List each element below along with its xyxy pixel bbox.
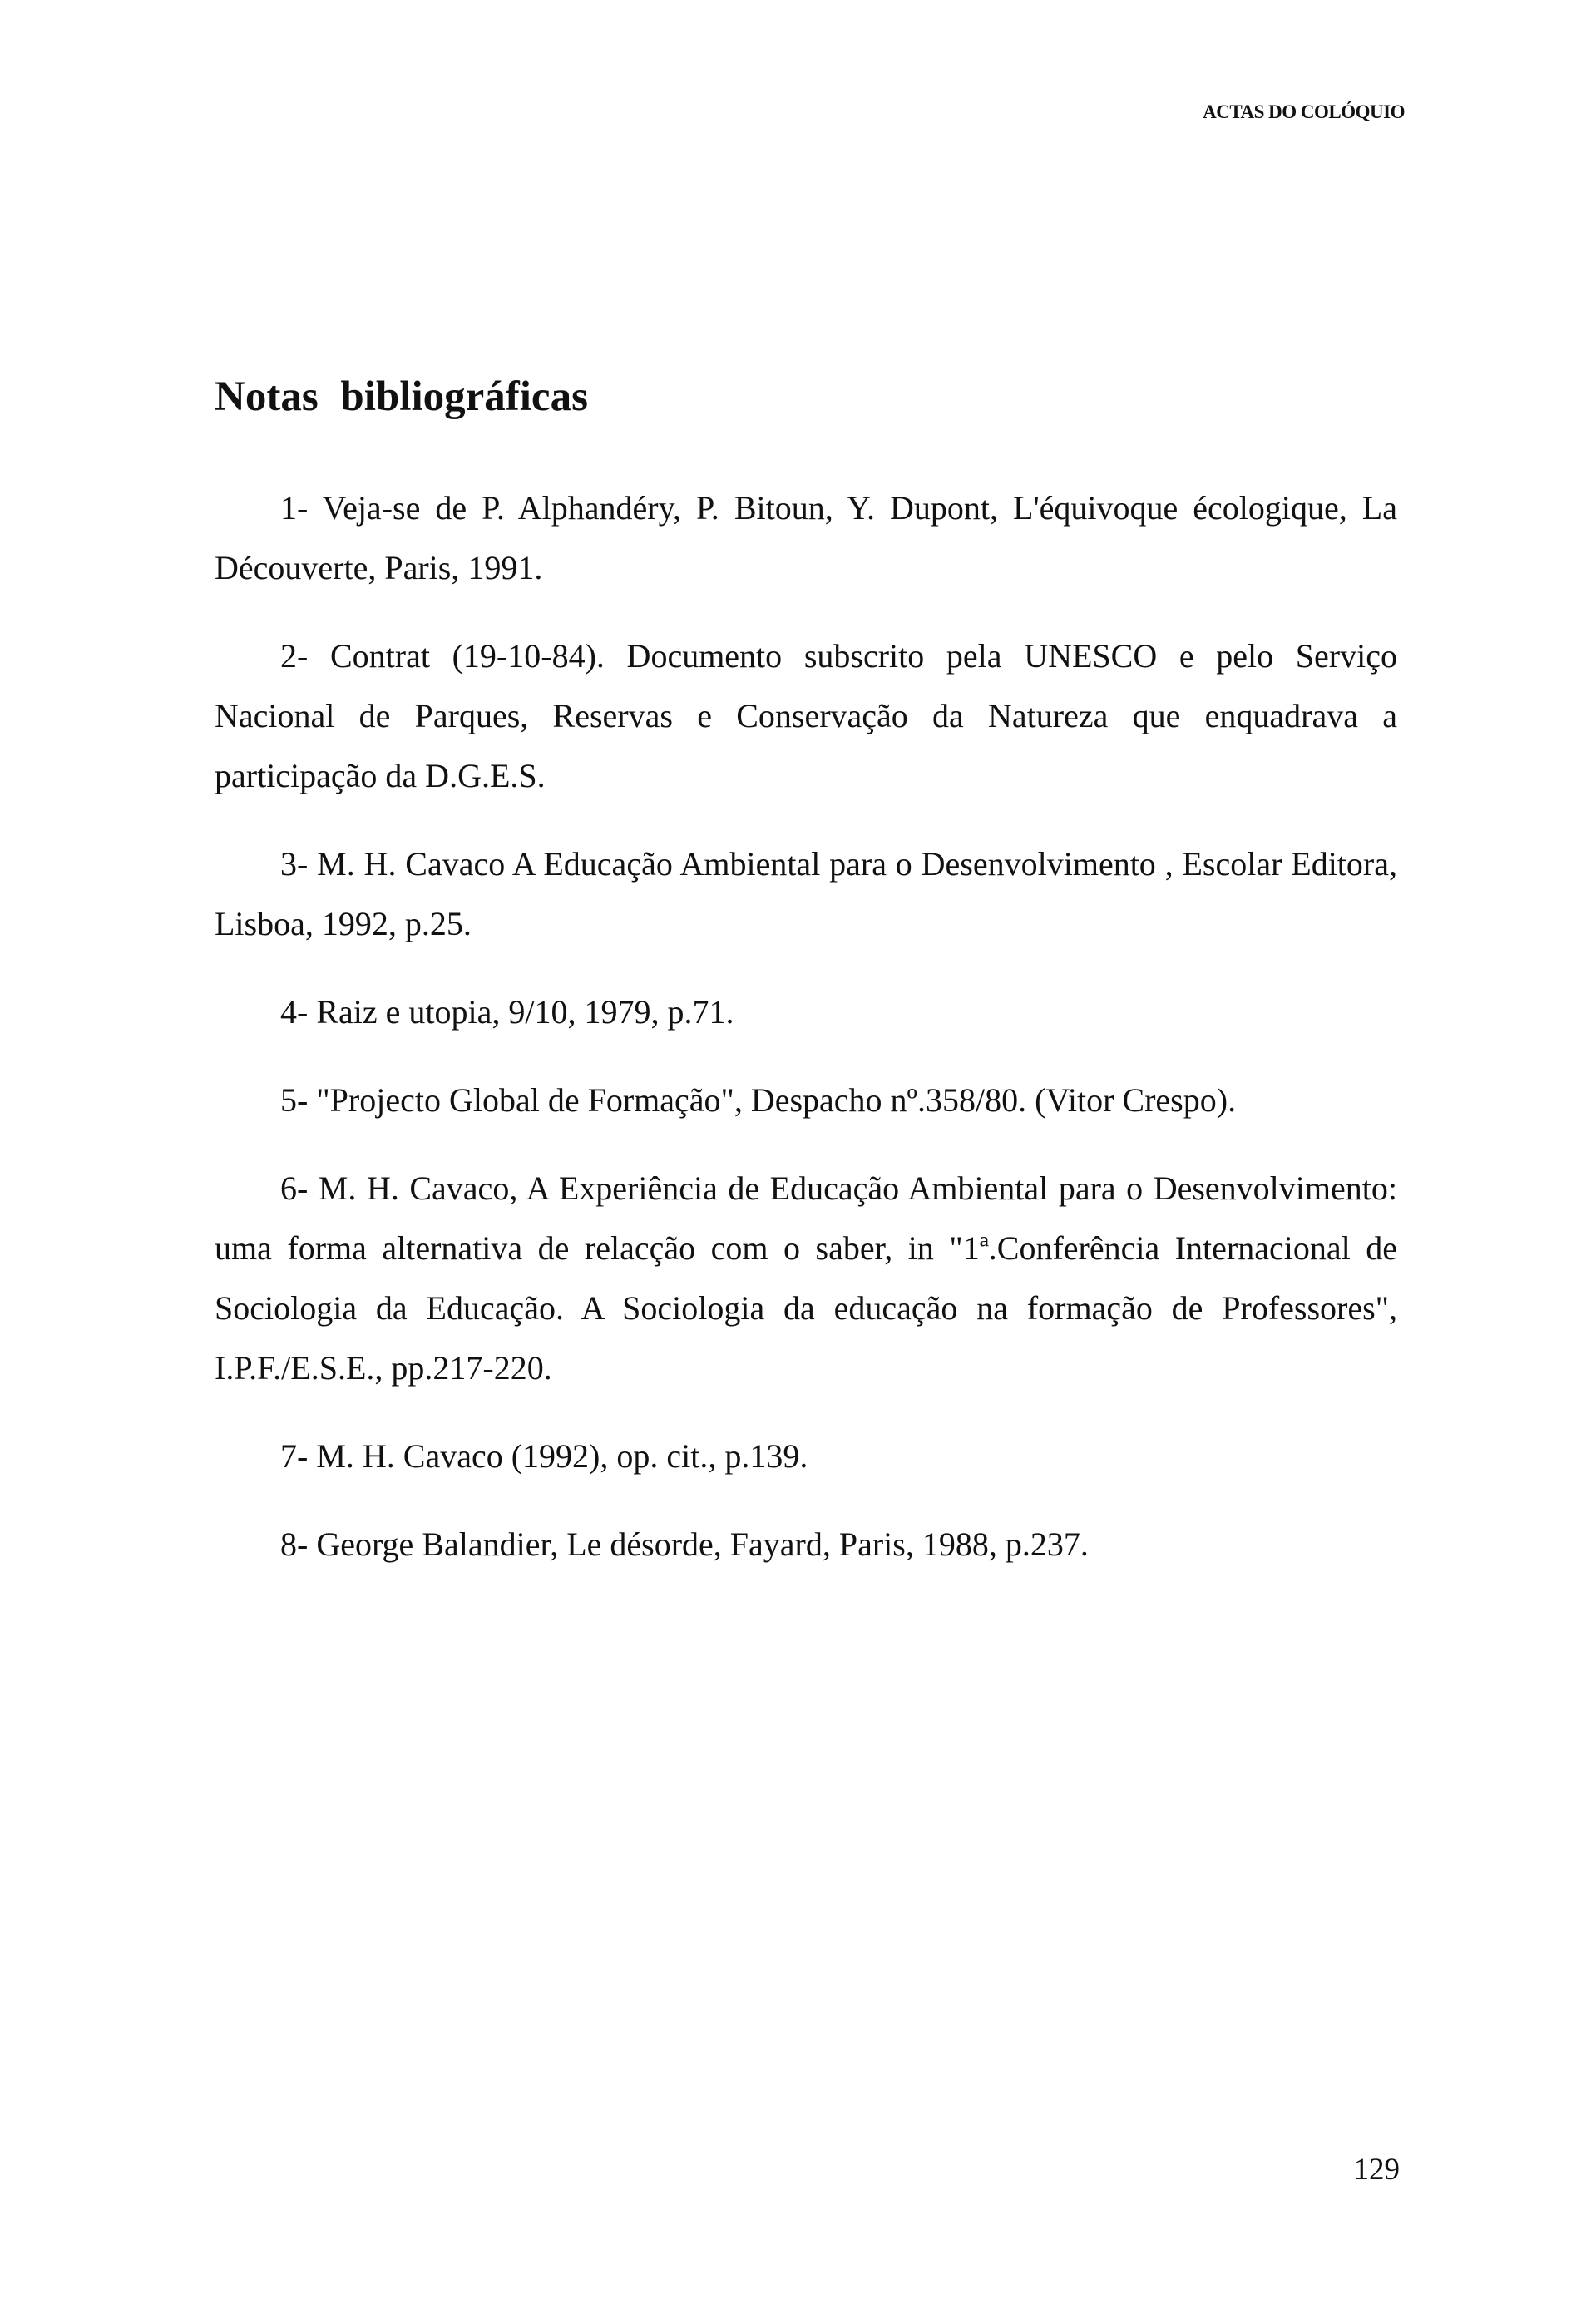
note-6: 6- M. H. Cavaco, A Experiência de Educação Ambiental para o Desenvolvimento: uma forma alternativa de relacção com o saber, in "1ª.Conferência Internacional de Sociologia da Educação. A Sociologia da educação na formação de Professores", I.P.F./E.S.E., pp.217-220. [215, 1169, 1397, 1387]
note-7: 7- M. H. Cavaco (1992), op. cit., p.139. [280, 1437, 808, 1475]
running-header: ACTAS DO COLÓQUIO [1203, 101, 1405, 122]
note-2: 2- Contrat (19-10-84). Documento subscrito pela UNESCO e pelo Serviço Nacional de Parques, Reservas e Conservação da Natureza que enquadrava a participação da D.G.E.S. [215, 637, 1397, 794]
note-5: 5- "Projecto Global de Formação", Despacho nº.358/80. (Vitor Crespo). [280, 1081, 1237, 1119]
note-1: 1- Veja-se de P. Alphandéry, P. Bitoun, Y. Dupont, L'équivoque écologique, La Découverte, Paris, 1991. [215, 489, 1397, 586]
note-3: 3- M. H. Cavaco A Educação Ambiental para o Desenvolvimento , Escolar Editora, Lisboa, 1992, p.25. [215, 845, 1397, 942]
note-4: 4- Raiz e utopia, 9/10, 1979, p.71. [280, 993, 734, 1031]
note-8: 8- George Balandier, Le désorde, Fayard, Paris, 1988, p.237. [280, 1525, 1089, 1563]
notes-list [215, 478, 1397, 1603]
page-number: 129 [1353, 2153, 1400, 2187]
section-title: Notas bibliográficas [215, 373, 588, 420]
